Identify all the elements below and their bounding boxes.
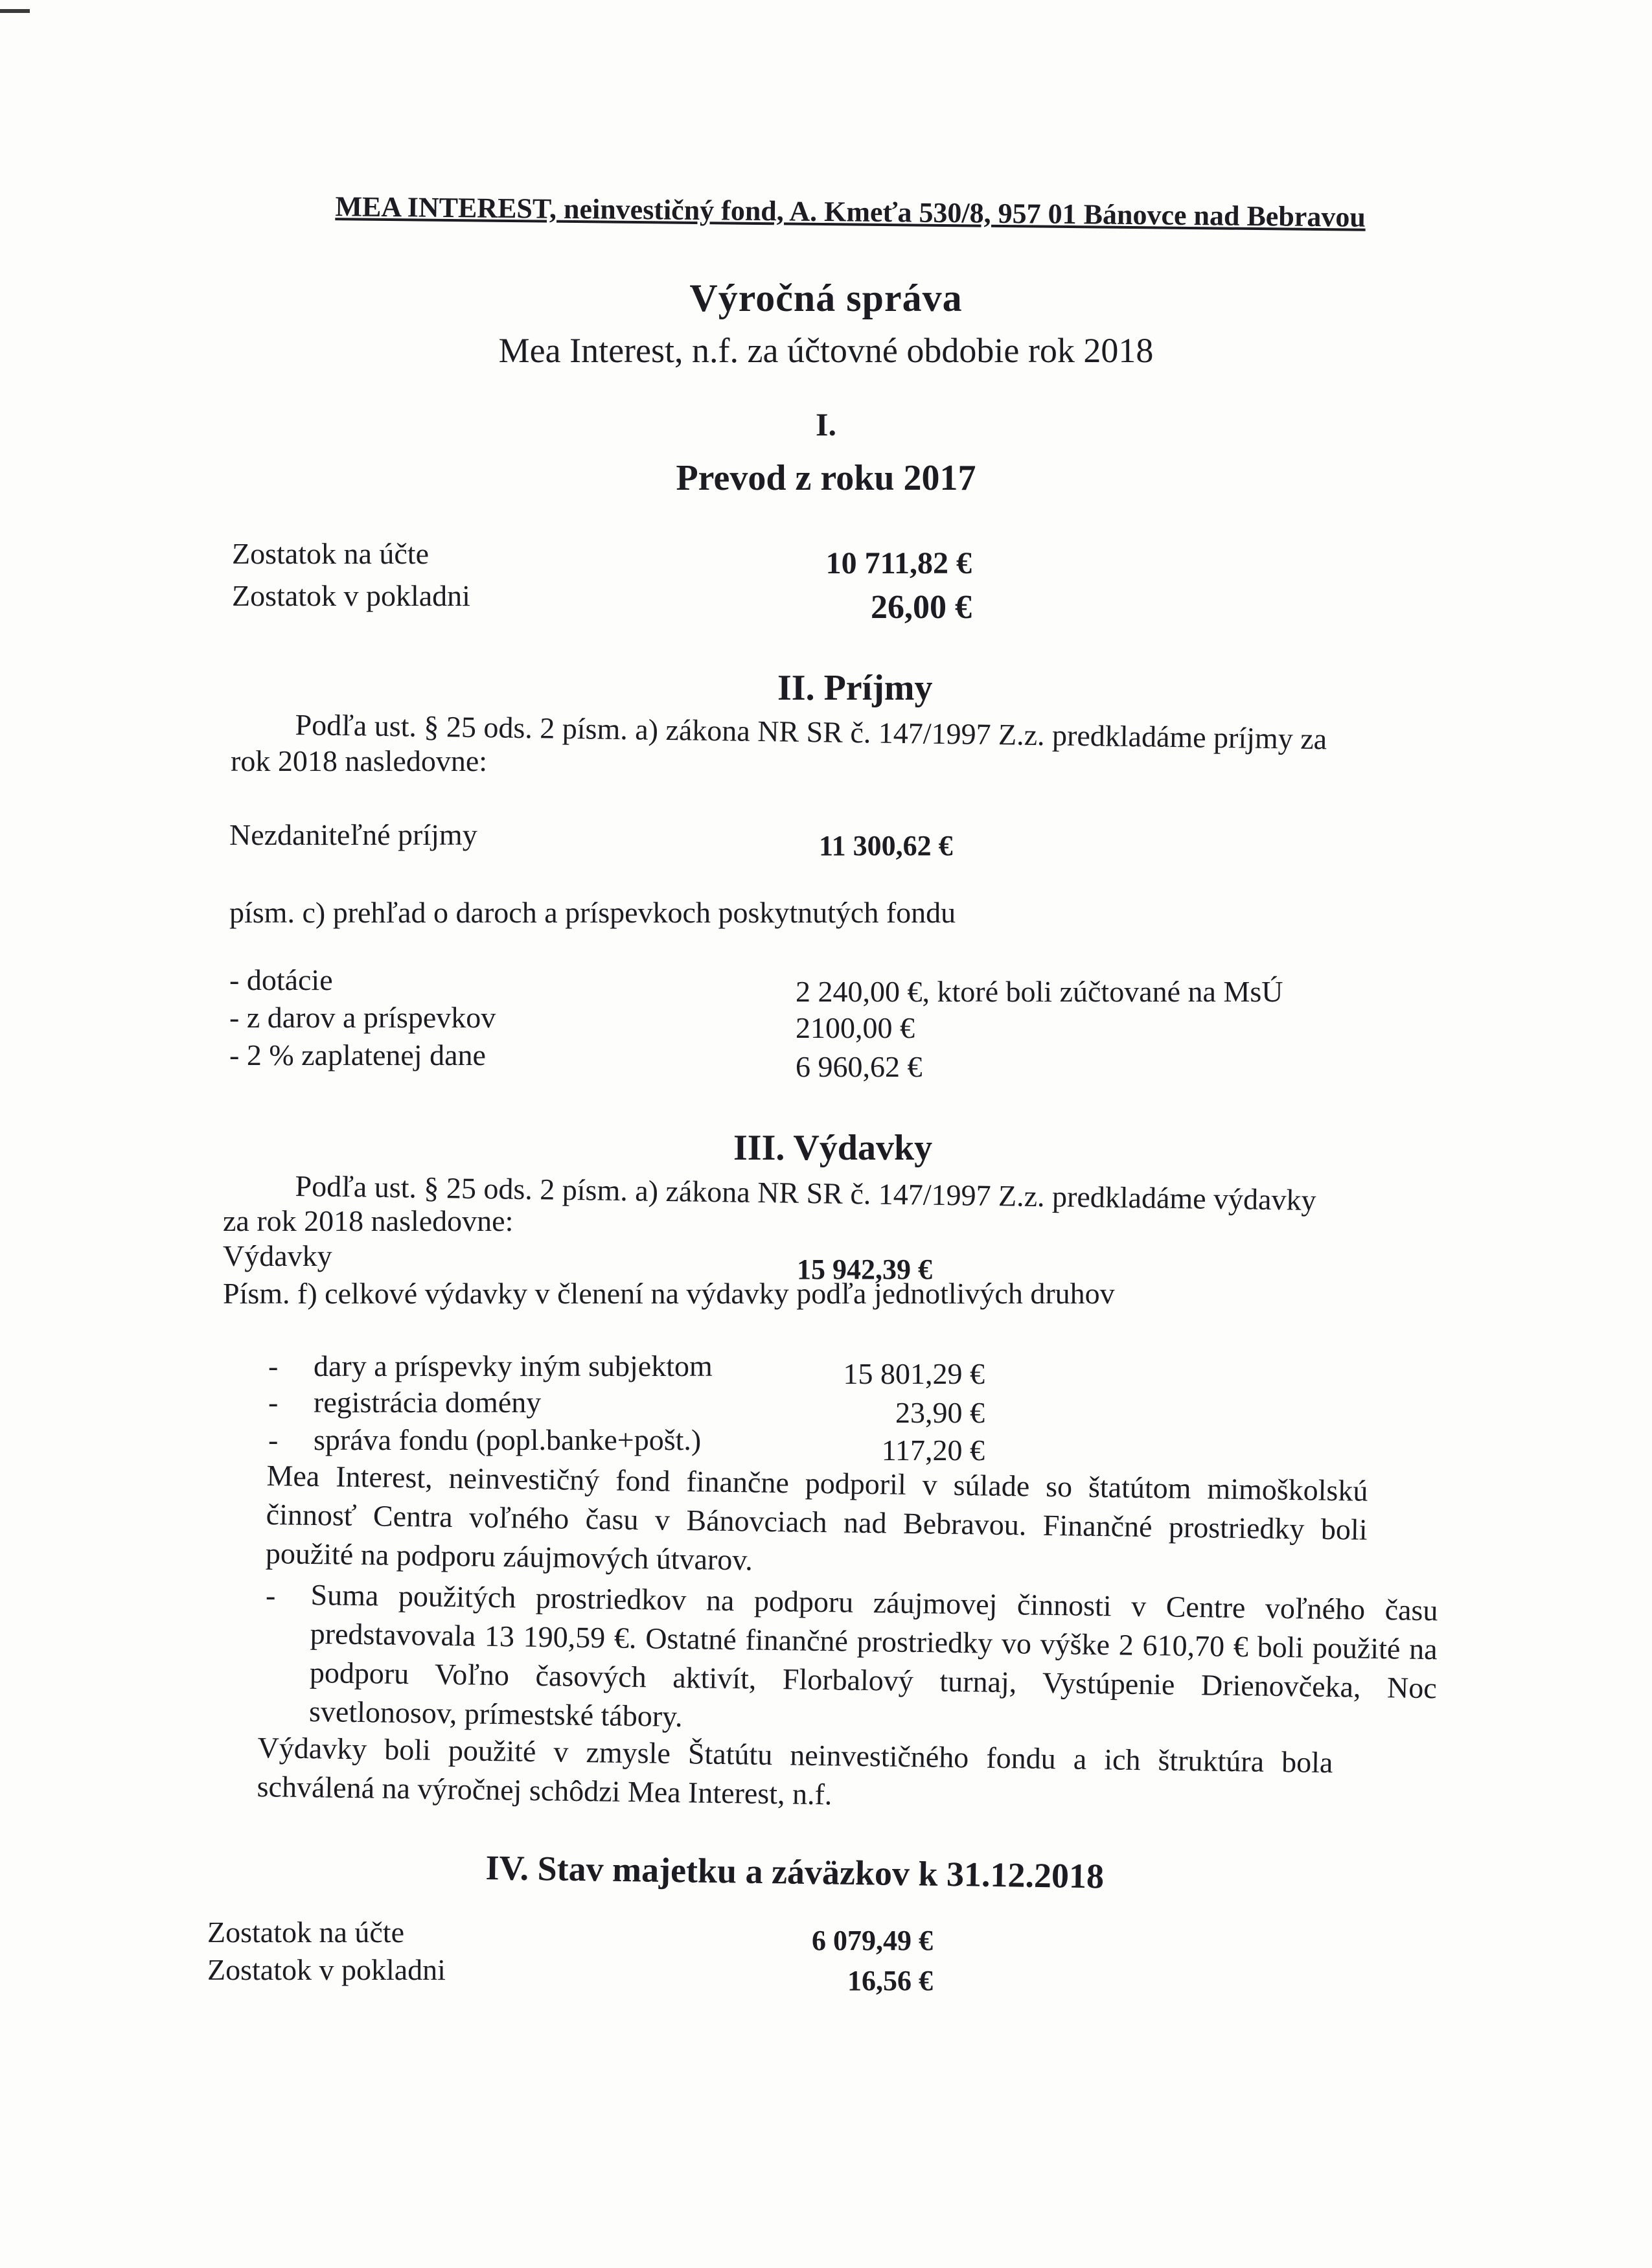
- section-3-intro-line-2: za rok 2018 nasledovne:: [223, 1204, 514, 1237]
- section-1-cash-value: 26,00 €: [871, 589, 972, 626]
- section-3-item-3-value: 117,20 €: [881, 1434, 985, 1467]
- section-3-expense-value: 15 942,39 €: [797, 1254, 932, 1285]
- section-2-item-3-value: 6 960,62 €: [796, 1050, 923, 1083]
- scan-edge-mark: [0, 9, 30, 13]
- section-2-intro-line-2: rok 2018 nasledovne:: [231, 744, 488, 777]
- organization-header: MEA INTEREST, neinvestičný fond, A. Kmeťa 530/8, 957 01 Bánovce nad Bebravou: [335, 190, 1366, 233]
- section-4-cash-value: 16,56 €: [847, 1965, 933, 1997]
- section-1-cash-label: Zostatok v pokladni: [232, 579, 470, 612]
- section-3-expense-label: Výdavky: [223, 1239, 332, 1272]
- section-2-item-3-label: - 2 % zaplatenej dane: [229, 1038, 486, 1071]
- section-3-bullet-paragraph: Suma použitých prostriedkov na podporu záujmovej činnosti v Centre voľného času predstavovala 13 190,59 €. Ostatné finančné prostriedky vo výške 2 610,70 € boli použité na podporu Voľno časových aktivít, Florbalový turnaj, Vystúpenie Drienovčeka, Noc svetlonosov, prímestské tábory.: [308, 1577, 1438, 1734]
- section-3-paragraph-1: Mea Interest, neinvestičný fond finančne podporil v súlade so štatútom mimoškolskú činnosť Centra voľného času v Bánovciach nad Bebravou. Finančné prostriedky boli použité na podporu záujmových útvarov.: [265, 1458, 1368, 1577]
- section-3-item-3-dash: -: [268, 1423, 279, 1456]
- section-1-account-value: 10 711,82 €: [825, 546, 972, 580]
- section-2-subheading: písm. c) prehľad o daroch a príspevkoch poskytnutých fondu: [229, 896, 956, 929]
- section-2-item-2-value: 2100,00 €: [796, 1011, 915, 1044]
- section-4-title: IV. Stav majetku a záväzkov k 31.12.2018: [485, 1848, 1105, 1896]
- section-2-title: II. Príjmy: [777, 668, 933, 708]
- section-2-income-value: 11 300,62 €: [819, 830, 953, 862]
- section-4-account-label: Zostatok na účte: [207, 1916, 405, 1949]
- document-title: Výročná správa: [689, 277, 963, 319]
- section-3-title: III. Výdavky: [733, 1128, 933, 1168]
- section-4-account-value: 6 079,49 €: [812, 1925, 933, 1956]
- section-2-item-1-label: - dotácie: [229, 963, 333, 996]
- section-3-item-1-value: 15 801,29 €: [843, 1357, 985, 1390]
- section-3-intro-line-1: Podľa ust. § 25 ods. 2 písm. a) zákona NR SR č. 147/1997 Z.z. predkladáme výdavky: [295, 1169, 1316, 1217]
- section-3-paragraph-2: Výdavky boli použité v zmysle Štatútu neinvestičného fondu a ich štruktúra bola schválená na výročnej schôdzi Mea Interest, n.f.: [257, 1730, 1333, 1811]
- section-3-item-1-label: dary a príspevky iným subjektom: [314, 1349, 713, 1382]
- section-3-item-2-label: registrácia domény: [314, 1386, 542, 1419]
- section-1-title: Prevod z roku 2017: [676, 458, 976, 498]
- section-3-bullet-dash: -: [266, 1579, 276, 1612]
- document-subtitle: Mea Interest, n.f. za účtovné obdobie rok 2018: [498, 331, 1154, 370]
- section-3-subheading: Písm. f) celkové výdavky v členení na výdavky podľa jednotlivých druhov: [223, 1277, 1115, 1310]
- section-3-item-1-dash: -: [268, 1349, 279, 1382]
- section-3-item-2-value: 23,90 €: [895, 1396, 985, 1429]
- section-2-item-1-value: 2 240,00 €, ktoré boli zúčtované na MsÚ: [796, 975, 1283, 1008]
- section-3-item-2-dash: -: [268, 1386, 279, 1419]
- section-4-cash-label: Zostatok v pokladni: [207, 1953, 446, 1986]
- section-2-intro-line-1: Podľa ust. § 25 ods. 2 písm. a) zákona NR SR č. 147/1997 Z.z. predkladáme príjmy za: [295, 707, 1327, 756]
- section-1-number: I.: [816, 406, 836, 442]
- section-1-account-label: Zostatok na účte: [232, 537, 430, 570]
- section-3-item-3-label: správa fondu (popl.banke+pošt.): [314, 1423, 702, 1456]
- section-2-item-2-label: - z darov a príspevkov: [229, 1001, 496, 1034]
- section-2-income-label: Nezdaniteľné príjmy: [229, 818, 477, 851]
